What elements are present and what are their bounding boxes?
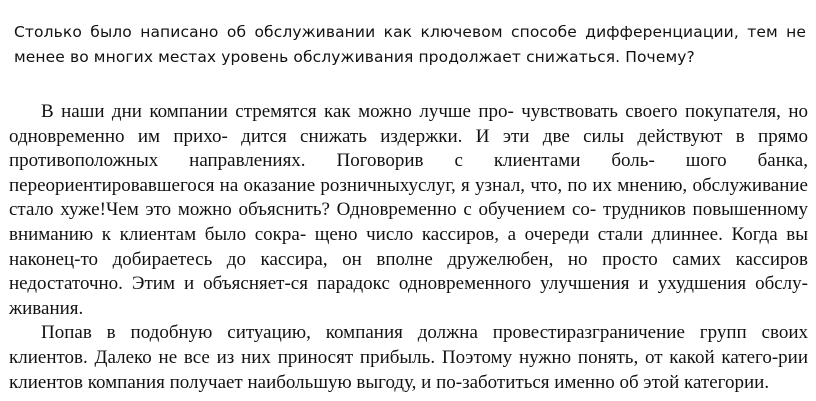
document-body	[9, 100, 808, 395]
paragraph-2: Попав в подобную ситуацию, компания должна провестиразграничение групп своих клиентов. Далеко не все из них приносят прибыль. Поэтому нужно понять, от какой катего-рии клиентов компания получает наибольшую выгоду, и по-заботиться именно об этой категории.	[9, 322, 808, 393]
document-heading: Столько было написано об обслуживании как ключевом способе дифференциации, тем не менее во многих местах уровень обслуживания продолжает снижаться. Почему?	[14, 23, 806, 66]
paragraph-1: В наши дни компании стремятся как можно лучше про- чувствовать своего покупателя, но одновременно им прихо- дится снижать издержки. И эти две силы действуют в прямо противоположных направлениях. Поговорив с клиентами боль- шого банка, переориентировавшегося на оказание розничныхуслуг, я узнал, что, по их мнению, обслуживание стало хуже!Чем это можно объяснить? Одновременно с обучением со- трудников повышенному вниманию к клиентам было сокра- щено число кассиров, а очереди стали длиннее. Когда вы наконец-то добираетесь до кассира, он вполне дружелюбен, но просто самих кассиров недостаточно. Этим и объясняет-ся парадокс одновременного улучшения и ухудшения обслу- живания.	[9, 101, 808, 319]
